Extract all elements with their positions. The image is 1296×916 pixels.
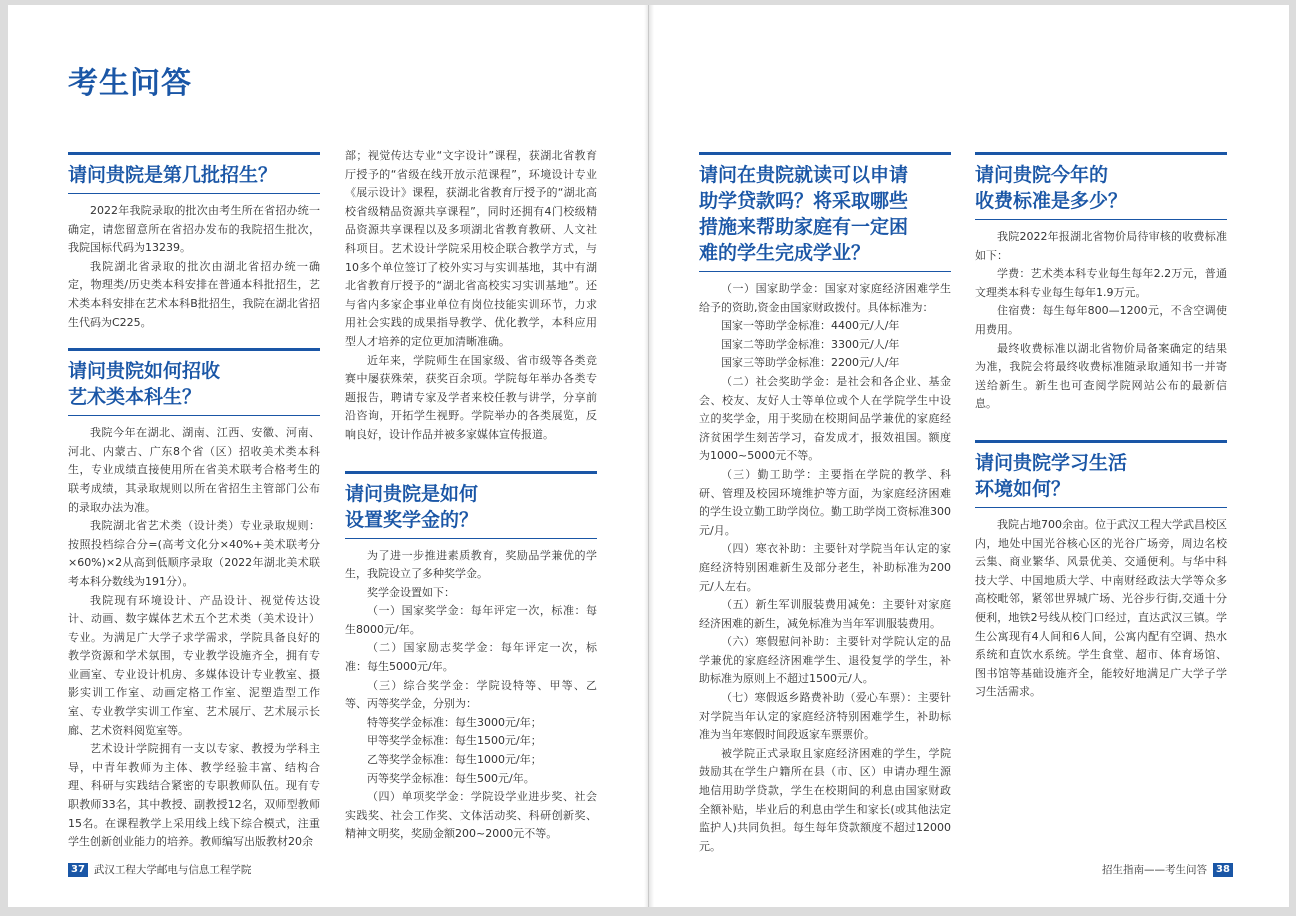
answer-paragraph: 乙等奖学金标准：每生1000元/年； (367, 753, 542, 767)
answer-paragraph: 我院湖北省艺术类（设计类）专业录取规则：按照投档综合分=(高考文化分×40%+美术联考分×60%)×2从高到低顺序录取（2022年湖北美术联考本科分数线为191分）。 (68, 519, 320, 588)
answer-paragraph: 为了进一步推进素质教育，奖励品学兼优的学生，我院设立了多种奖学金。 (345, 548, 597, 581)
question-title: 请问贵院是第几批招生？ (68, 164, 278, 186)
question-title: 请问贵院学习生活 (975, 451, 1128, 474)
answer-paragraph: 被学院正式录取且家庭经济困难的学生，学院鼓励其在学生户籍所在县（市、区）申请办理生源地信用助学贷款，学生在校期间的利息由国家财政全额补贴，毕业后的利息由学生和家长(或其他法定监护人)共同负担。每生每年贷款额度不超过12000元。 (699, 746, 951, 853)
footer-text: 招生指南——考生问答 (1102, 864, 1207, 876)
footer-left (68, 862, 251, 877)
question-title: 助学贷款吗？将采取哪些 (699, 190, 909, 212)
question-heading (68, 348, 320, 410)
page-spine (644, 5, 654, 907)
question-title: 收费标准是多少？ (975, 190, 1128, 212)
question-title: 请问贵院是如何 (345, 482, 479, 505)
question-title: 艺术类本科生？ (68, 386, 202, 409)
page-number: 38 (1213, 863, 1233, 877)
question-title: 环境如何？ (975, 477, 1071, 500)
answer-paragraph: 我院今年在湖北、湖南、江西、安徽、河南、河北、内蒙古、广东8个省（区）招收美术类本科生，专业成绩直接使用所在省美术联考合格考生的联考成绩，其录取规则以所在省招生主管部门公布的录取办法为准。 (68, 426, 320, 514)
answer-paragraph: 住宿费：每生每年800—1200元，不含空调使用费用。 (975, 304, 1227, 336)
question-title: 请问在贵院就读可以申请 (699, 164, 909, 186)
footer-text: 武汉工程大学邮电与信息工程学院 (93, 864, 252, 876)
answer-paragraph: 国家三等助学金标准：2200元/人/年 (721, 356, 900, 370)
question-title: 措施来帮助家庭有一定困 (699, 216, 909, 238)
question-heading (699, 152, 951, 266)
answer-paragraph: 我院2022年报湖北省物价局待审核的收费标准如下： (975, 230, 1227, 262)
column-2 (345, 147, 597, 844)
page-title: 考生问答 (68, 66, 192, 101)
footer-right (1102, 862, 1233, 877)
answer-paragraph: 我院湖北省录取的批次由湖北省招办统一确定，物理类/历史类本科安排在普通本科批招生，艺术类本科安排在艺术本科B批招生，我院在湖北省招生代码为C225。 (68, 259, 320, 329)
question-heading (975, 440, 1227, 502)
answer-paragraph: 甲等奖学金标准：每生1500元/年； (367, 734, 542, 748)
answer-paragraph: （一）国家助学金：国家对家庭经济困难学生给予的资助,资金由国家财政拨付。具体标准为： (699, 282, 951, 314)
answer-paragraph: （七）寒假返乡路费补助（爱心车票）：主要针对学院当年认定的家庭经济特别困难学生，补助标准为当年寒假时间段返家车票票价。 (699, 691, 951, 742)
answer-paragraph: 国家二等助学金标准：3300元/人/年 (721, 337, 900, 351)
answer-paragraph: 特等奖学金标准：每生3000元/年； (367, 715, 542, 729)
answer-paragraph: （三）勤工助学：主要指在学院的教学、科研、管理及校园环境维护等方面，为家庭经济困难的学生设立勤工助学岗位。勤工助学岗工资标准300元/月。 (699, 467, 951, 537)
answer-paragraph: （六）寒假慰问补助：主要针对学院认定的品学兼优的家庭经济困难学生、退役复学的学生，补助标准为原则上不超过1500元/人。 (699, 635, 951, 686)
question-title: 设置奖学金的？ (345, 508, 479, 531)
answer-paragraph: 学费：艺术类本科专业每生每年2.2万元，普通文理类本科专业每生每年1.9万元。 (975, 267, 1227, 299)
answer-paragraph: （四）寒衣补助：主要针对学院当年认定的家庭经济特别困难新生及部分老生，补助标准为200元/人左右。 (699, 542, 951, 593)
answer-paragraph: （一）国家奖学金：每年评定一次，标准：每生8000元/年。 (345, 604, 597, 636)
answer-paragraph: 我院占地700余亩。位于武汉工程大学武昌校区内，地处中国光谷核心区的光谷广场旁，周边名校云集、商业繁华、风景优美、交通便利。与华中科技大学、中国地质大学、中南财经政法大学等众多高校毗邻，紧邻世界城广场、光谷步行街,交通十分便利，地铁2号线从校门口经过，直达武汉三镇。学生公寓现有4人间和6人间，公寓内配有空调、热水系统和直饮水系统。学生食堂、超市、体育场馆、图书馆等基础设施齐全，能较好地满足广大学子学习生活需求。 (975, 517, 1227, 699)
answer-paragraph: 近年来，学院师生在国家级、省市级等各类竞赛中屡获殊荣，获奖百余项。学院每年举办各类专题报告，聘请专家及学者来校任教与讲学，分享前沿咨询，开拓学生视野。学院举办的各类展览，反响良好，设计作品并被多家媒体宣传报道。 (345, 353, 597, 441)
answer-paragraph: 我院现有环境设计、产品设计、视觉传达设计、动画、数字媒体艺术五个艺术类（美术设计）专业。为满足广大学子求学需求，学院具备良好的教学资源和学术氛围，专业教学设施齐全，拥有专业画室、专业设计机房、多媒体设计专业教室、摄影实训工作室、动画定格工作室、泥塑造型工作室、专业教学实训工作室、艺术展厅、艺术展示长廊、艺术资料阅览室等。 (68, 593, 320, 737)
answer-paragraph: （二）国家励志奖学金：每年评定一次，标准：每生5000元/年。 (345, 641, 597, 674)
answer-paragraph: 丙等奖学金标准：每生500元/年。 (367, 771, 535, 785)
answer-paragraph: 艺术设计学院拥有一支以专家、教授为学科主导，中青年教师为主体、教学经验丰富、结构合理、科研与实践结合紧密的专职教师队伍。现有专职教师33名，其中教授、副教授12名，双师型教师15名。在课程教学上采用线上线下综合模式，注重学生创新创业能力的培养。教师编写出版教材20余 (68, 742, 320, 849)
question-title: 请问贵院今年的 (975, 164, 1109, 186)
question-heading (975, 152, 1227, 214)
question-heading (68, 152, 320, 188)
answer-paragraph: 2022年我院录取的批次由考生所在省招办统一确定，请您留意所在省招办发布的我院招生批次，我院国标代码为13239。 (68, 204, 320, 255)
column-1 (68, 152, 320, 852)
answer-paragraph: 部；视觉传达专业“文字设计”课程，获湖北省教育厅授予的“省级在线开放示范课程”，环境设计专业《展示设计》课程，获湖北省教育厅授予的“湖北高校省级精品资源共享课程”，同时还拥有4门校级精品资源共享课程以及多项湖北省教育教研、人文社科项目。艺术设计学院采用校企联合教学方式，与10多个单位签订了校外实习与实训基地，其中有湖北省教育厅授予的“湖北省高校实习实训基地”。还与省内多家企事业单位有岗位技能实训环节，力求用社会实践的成果指导教学、优化教学，本科应用型人才培养的定位更加清晰准确。 (345, 149, 597, 348)
answer-paragraph: 国家一等助学金标准：4400元/人/年 (721, 319, 900, 333)
answer-paragraph: （五）新生军训服装费用减免：主要针对家庭经济困难的新生，减免标准为当年军训服装费用。 (699, 598, 951, 630)
column-4 (975, 152, 1227, 702)
question-title: 请问贵院如何招收 (68, 360, 221, 383)
answer-paragraph: 最终收费标准以湖北省物价局备案确定的结果为准，我院会将最终收费标准随录取通知书一并寄送给新生。新生也可查阅学院网站公布的最新信息。 (975, 341, 1227, 411)
column-3 (699, 152, 951, 856)
answer-paragraph: （四）单项奖学金：学院设学业进步奖、社会实践奖、社会工作奖、文体活动奖、科研创新奖、精神文明奖，奖励金额200~2000元不等。 (345, 790, 597, 841)
answer-paragraph: （二）社会奖助学金：是社会和各企业、基金会、校友、友好人士等单位或个人在学院学生中设立的奖学金，用于奖励在校期间品学兼优的家庭经济贫困学生刻苦学习，奋发成才，报效祖国。额度为1000~5000元不等。 (699, 374, 951, 463)
question-title: 难的学生完成学业？ (699, 242, 871, 264)
answer-paragraph: （三）综合奖学金：学院设特等、甲等、乙等、丙等奖学金，分别为： (345, 678, 597, 711)
page-number: 37 (68, 863, 88, 877)
question-heading (345, 471, 597, 533)
answer-paragraph: 奖学金设置如下： (367, 585, 455, 599)
